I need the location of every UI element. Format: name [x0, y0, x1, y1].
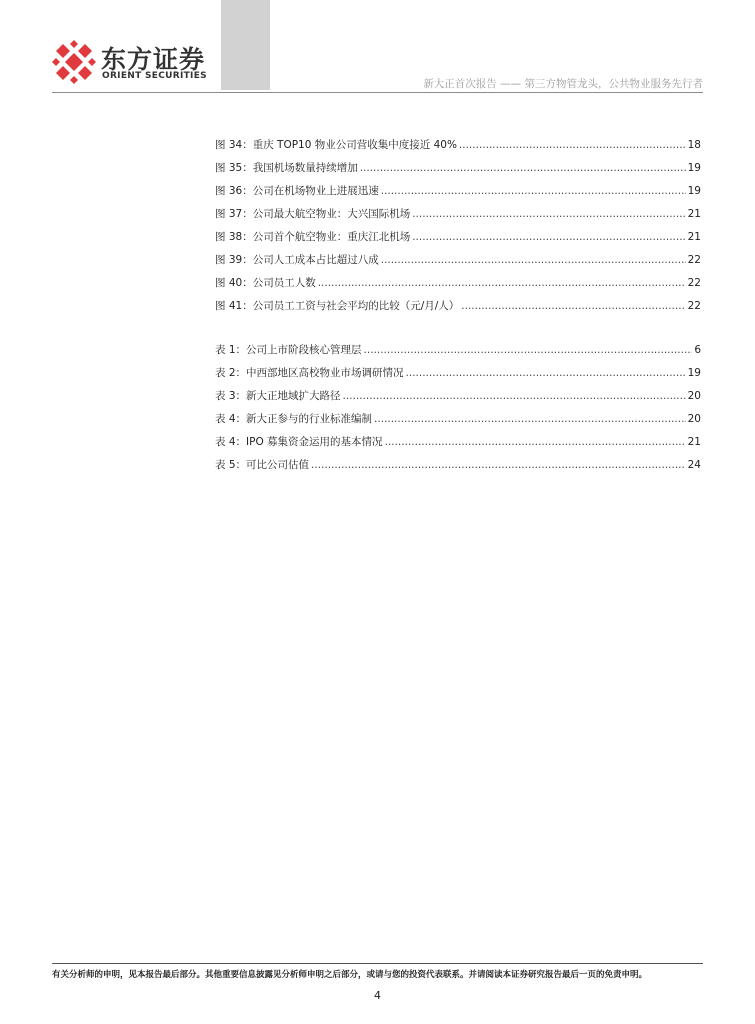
table-entry[interactable] — [215, 388, 701, 411]
table-entry[interactable] — [215, 365, 701, 388]
entry-label: 图 35：我国机场数量持续增加 — [215, 162, 358, 174]
entry-page: 21 — [687, 208, 701, 220]
orient-securities-logo — [52, 40, 222, 86]
entry-label: 图 41：公司员工工资与社会平均的比较（元/月/人） — [215, 300, 460, 312]
entry-label: 图 34：重庆 TOP10 物业公司营收集中度接近 40% — [215, 139, 457, 151]
entry-label: 图 37：公司最大航空物业：大兴国际机场 — [215, 208, 411, 220]
dot-leader — [385, 436, 686, 448]
dot-leader — [461, 300, 685, 312]
entry-page: 19 — [687, 367, 701, 379]
page-number: 4 — [374, 989, 381, 1002]
entry-label: 表 4：新大正参与的行业标准编制 — [215, 413, 373, 425]
entry-label: 图 40：公司员工人数 — [215, 277, 316, 289]
entry-label: 图 36：公司在机场物业上进展迅速 — [215, 185, 379, 197]
entry-label: 图 39：公司人工成本占比超过八成 — [215, 254, 379, 266]
dot-leader — [412, 208, 685, 220]
dot-leader — [360, 162, 686, 174]
entry-page: 6 — [694, 344, 701, 356]
logo-chinese-text: 东方证券 — [101, 45, 206, 74]
entry-page: 19 — [687, 185, 701, 197]
dot-leader — [406, 367, 686, 379]
dot-leader — [364, 344, 693, 356]
table-entry[interactable] — [215, 457, 701, 480]
footer-disclaimer: 有关分析师的申明，见本报告最后部分。其他重要信息披露见分析师申明之后部分，或请与您的投资代表联系。并请阅读本证券研究报告最后一页的免责申明。 — [52, 970, 648, 980]
figure-entry[interactable] — [215, 229, 701, 252]
table-entry[interactable] — [215, 411, 701, 434]
entry-page: 20 — [687, 390, 701, 402]
dot-leader — [459, 139, 686, 151]
dot-leader — [381, 185, 686, 197]
entry-page: 22 — [687, 300, 701, 312]
entry-page: 22 — [687, 254, 701, 266]
entry-label: 表 5：可比公司估值 — [215, 459, 310, 471]
logo-english-text: ORIENT SECURITIES — [102, 71, 207, 81]
dot-leader — [412, 231, 685, 243]
dot-leader — [311, 459, 686, 471]
figure-entry[interactable] — [215, 275, 701, 298]
dot-leader — [374, 413, 686, 425]
entry-label: 表 4：IPO 募集资金运用的基本情况 — [215, 436, 383, 448]
header-gray-bar — [221, 0, 270, 90]
table-entry[interactable] — [215, 342, 701, 365]
logo-diamond-icon — [52, 40, 96, 84]
entry-label: 表 2：中西部地区高校物业市场调研情况 — [215, 367, 404, 379]
figure-entry[interactable] — [215, 206, 701, 229]
figure-entry[interactable] — [215, 137, 701, 160]
entry-label: 图 38：公司首个航空物业：重庆江北机场 — [215, 231, 411, 243]
entry-page: 21 — [687, 436, 701, 448]
dot-leader — [381, 254, 686, 266]
footer-divider — [52, 963, 703, 964]
figure-entry[interactable] — [215, 160, 701, 183]
entry-label: 表 3：新大正地域扩大路径 — [215, 390, 341, 402]
table-entry[interactable] — [215, 434, 701, 457]
entry-page: 21 — [687, 231, 701, 243]
report-title: 新大正首次报告 —— 第三方物管龙头，公共物业服务先行者 — [423, 78, 703, 90]
entry-page: 18 — [687, 139, 701, 151]
dot-leader — [318, 277, 686, 289]
tables-index — [215, 342, 701, 480]
entry-page: 20 — [687, 413, 701, 425]
entry-page: 22 — [687, 277, 701, 289]
entry-page: 19 — [687, 162, 701, 174]
dot-leader — [343, 390, 686, 402]
figures-index — [215, 137, 701, 321]
figure-entry[interactable] — [215, 183, 701, 206]
entry-page: 24 — [687, 459, 701, 471]
entry-label: 表 1：公司上市阶段核心管理层 — [215, 344, 362, 356]
header-divider — [52, 92, 703, 93]
figure-entry[interactable] — [215, 252, 701, 275]
figure-entry[interactable] — [215, 298, 701, 321]
